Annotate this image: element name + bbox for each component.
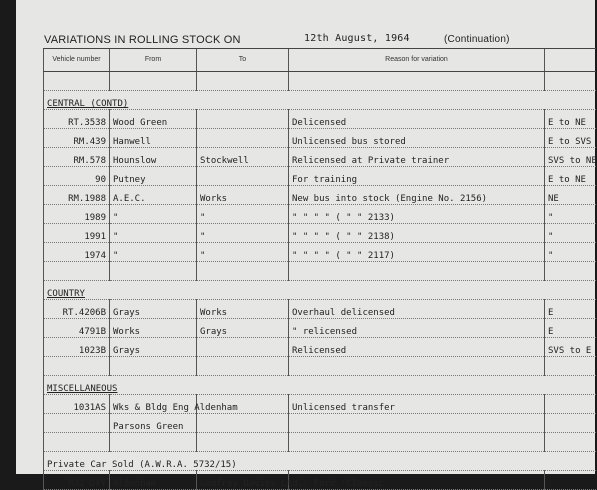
col-vehicle-number: Vehicle number [44,49,110,72]
table-row [44,91,596,110]
cell-status: SVS to NE [545,148,596,167]
cell-vehicle-number [44,433,110,452]
table-row [44,281,596,300]
cell-vehicle-number: 1974 [44,243,110,262]
rolling-stock-table [43,48,596,490]
cell-to [197,433,289,452]
cell-to: Stockwell [197,148,289,167]
document-date: 12th August, 1964 [304,33,410,44]
cell-status [545,433,596,452]
table-row [44,471,596,490]
cell-status [545,262,596,281]
col-to: To [197,49,289,72]
cell-status: E to NE [545,167,596,186]
cell-vehicle-number: 1023B [44,338,110,357]
cell-status [545,72,596,91]
cell-vehicle-number [44,262,110,281]
cell-reason [289,433,545,452]
document-title: VARIATIONS IN ROLLING STOCK ON [44,34,241,46]
cell-to: " [197,224,289,243]
cell-from: Works [110,319,197,338]
cell-to [197,72,289,91]
cell-to: Godfrey Davies Ltd., Ford 'Classic' [197,471,289,490]
cell-to [197,167,289,186]
cell-reason [289,262,545,281]
cell-from: " [110,243,197,262]
cell-from [110,357,197,376]
cell-to: " [197,243,289,262]
table-row [44,376,596,395]
cell-vehicle-number: 1031AS [44,395,110,414]
table-row [44,148,596,167]
cell-status: E [545,300,596,319]
cell-to: Works [197,186,289,205]
table-row [44,414,596,433]
cell-reason: Relicensed [289,338,545,357]
table-row [44,338,596,357]
cell-from: Hanwell [110,129,197,148]
cell-from [110,262,197,281]
cell-to: " [197,205,289,224]
cell-reason: " " " " ( " " 2117) [289,243,545,262]
table-row [44,110,596,129]
cell-status: E [545,319,596,338]
cell-vehicle-number [44,72,110,91]
cell-to [197,414,289,433]
cell-reason: Relicensed at Private trainer [289,148,545,167]
cell-reason: For training [289,167,545,186]
cell-reason: " " " " ( " " 2138) [289,224,545,243]
table-row [44,300,596,319]
col-from: From [110,49,197,72]
cell-reason: Overhaul delicensed [289,300,545,319]
cell-status: SVS to E [545,338,596,357]
cell-vehicle-number: 90 [44,167,110,186]
table-row [44,224,596,243]
cell-from: Wks & Bldg Eng Aldenham [110,395,197,414]
section-heading: MISCELLANEOUS [44,376,596,395]
col-status [545,49,596,72]
continuation-label: (Continuation) [444,34,510,45]
cell-vehicle-number: RM.439 [44,129,110,148]
cell-status [545,357,596,376]
cell-from: Grays [110,300,197,319]
cell-status [545,471,596,490]
col-reason: Reason for variation [289,49,545,72]
cell-reason: New bus into stock (Engine No. 2156) [289,186,545,205]
cell-to [197,357,289,376]
table-row [44,129,596,148]
cell-from [110,72,197,91]
table-row [44,167,596,186]
cell-from [110,433,197,452]
cell-status [545,395,596,414]
cell-from: Parsons Green [110,414,197,433]
cell-status [545,414,596,433]
cell-reason: Delicensed [289,110,545,129]
cell-from: Putney [110,167,197,186]
cell-status: " [545,224,596,243]
cell-vehicle-number [44,414,110,433]
section-heading: CENTRAL (CONTD) [44,91,596,110]
cell-vehicle-number: 1991 [44,224,110,243]
cell-reason: Unlicensed bus stored [289,129,545,148]
document-header [44,33,595,47]
cell-to [197,262,289,281]
table-row [44,205,596,224]
cell-status: " [545,243,596,262]
table-row [44,357,596,376]
cell-from: " [110,205,197,224]
cell-vehicle-number: RT.4206B [44,300,110,319]
table-row [44,72,596,91]
cell-status: " [545,205,596,224]
cell-reason [289,72,545,91]
note-line: Private Car Sold (A.W.R.A. 5732/15) [44,452,596,471]
table-row [44,243,596,262]
cell-reason [289,357,545,376]
table-row [44,319,596,338]
cell-vehicle-number: 4791B [44,319,110,338]
cell-to [197,129,289,148]
cell-vehicle-number: 932 DXY [44,471,110,490]
cell-from: Hounslow [110,148,197,167]
table-body [44,72,596,490]
cell-to [197,338,289,357]
section-heading: COUNTRY [44,281,596,300]
cell-status: E to NE [545,110,596,129]
table-row [44,186,596,205]
table-row [44,262,596,281]
cell-status: E to SVS [545,129,596,148]
cell-from: Wood Green [110,110,197,129]
cell-from: Aldenham [110,471,197,490]
table-header-row [44,49,596,72]
document-sheet [16,0,597,489]
cell-vehicle-number: RM.578 [44,148,110,167]
cell-status: NE [545,186,596,205]
cell-to [197,110,289,129]
table-row [44,433,596,452]
cell-to: Works [197,300,289,319]
cell-reason: Unlicensed transfer [289,395,545,414]
table-row [44,395,596,414]
cell-from: A.E.C. [110,186,197,205]
cell-vehicle-number: 1989 [44,205,110,224]
cell-vehicle-number [44,357,110,376]
table-row [44,452,596,471]
cell-reason: " relicensed [289,319,545,338]
cell-to: Grays [197,319,289,338]
cell-vehicle-number: RM.1988 [44,186,110,205]
cell-reason: " " " " ( " " 2133) [289,205,545,224]
cell-reason [289,414,545,433]
cell-vehicle-number: RT.3538 [44,110,110,129]
cell-from: " [110,224,197,243]
cell-from: Grays [110,338,197,357]
